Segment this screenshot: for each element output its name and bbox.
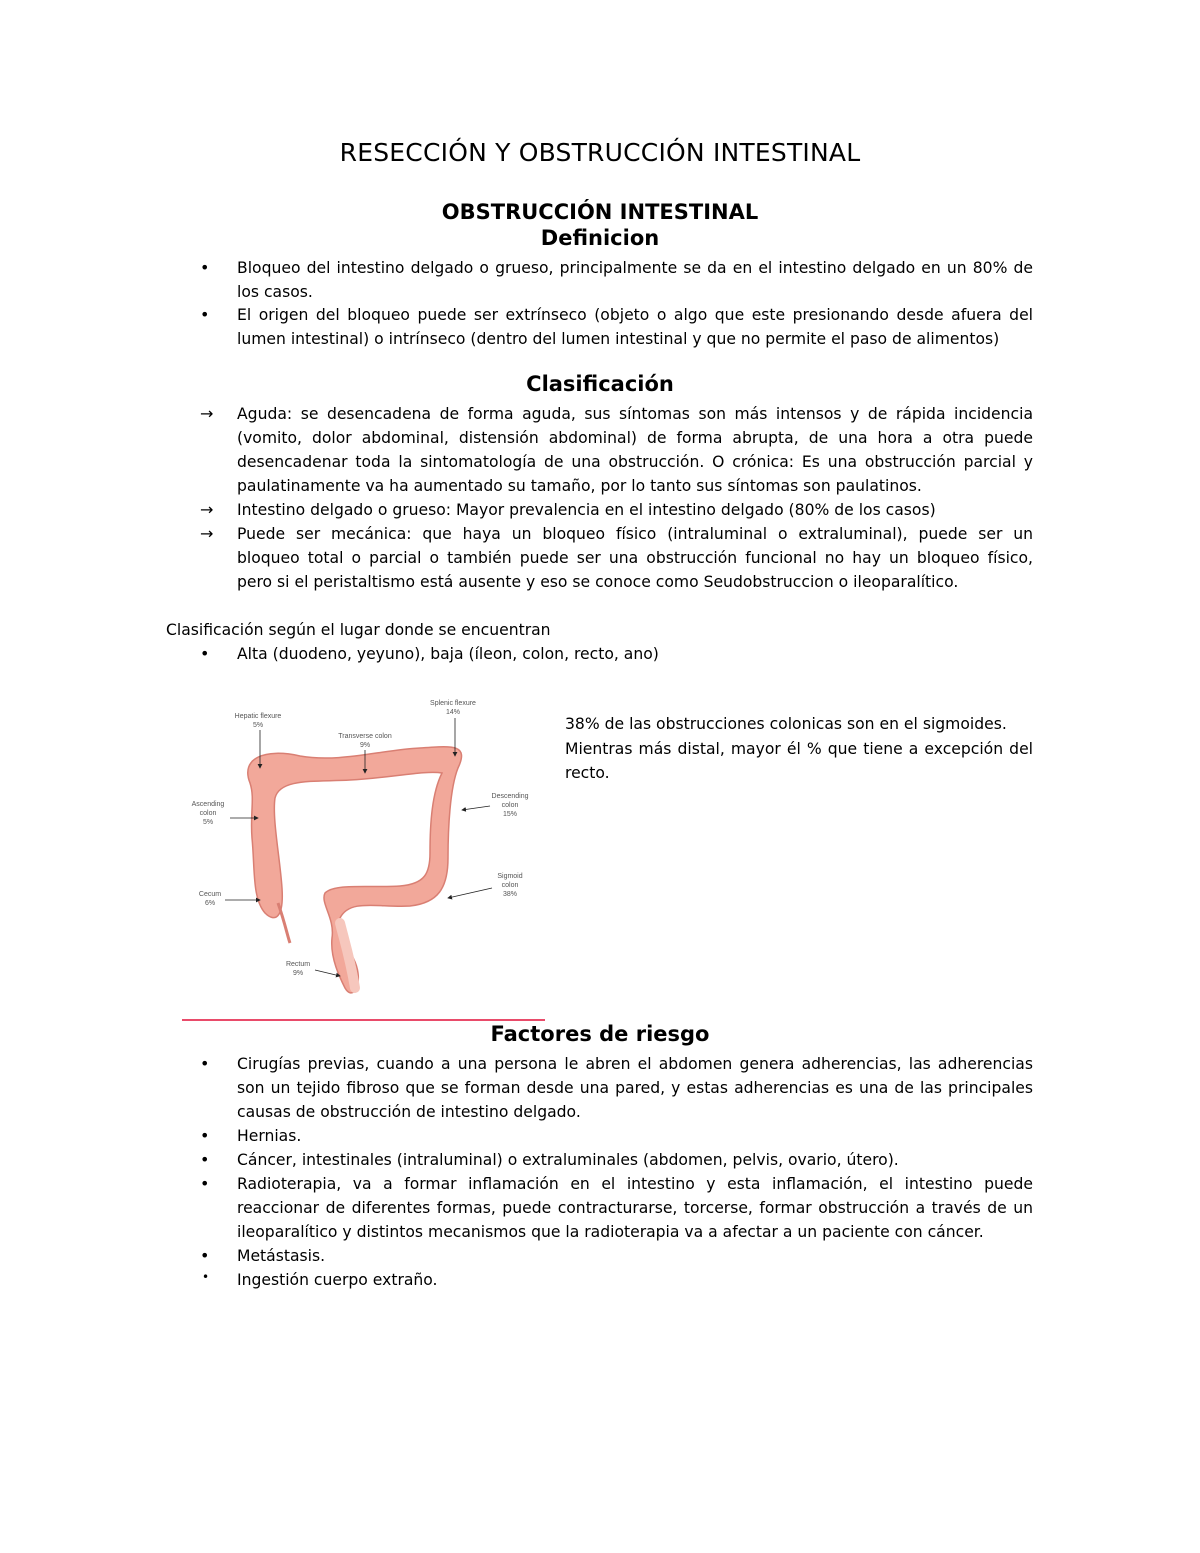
text-line: Puede ser mecánica: que haya un bloqueo físico (intraluminal o extraluminal), puede ser un [237, 525, 1033, 543]
factores-item [237, 1124, 1033, 1148]
text-line: (vomito, dolor abdominal, distensión abdominal) de forma abrupta, de una hora a otra puede [237, 429, 1033, 447]
label-splenic: Splenic flexure [430, 700, 476, 707]
bullet-marker: • [200, 305, 210, 324]
text-line: los casos. [237, 283, 313, 301]
label-descending-line2: colon [501, 802, 519, 809]
text-line: Bloqueo del intestino delgado o grueso, principalmente se da en el intestino delgado en un 80% de [237, 259, 1033, 277]
text-line: El origen del bloqueo puede ser extrínseco (objeto o algo que este presionando desde afuera del [237, 306, 1033, 324]
colon-illustration [180, 688, 545, 1023]
colon-shape [248, 747, 462, 993]
label-transverse-pct: 9% [359, 742, 371, 749]
factores-item [237, 1244, 1033, 1268]
definicion-item [237, 256, 1033, 304]
text-line: reaccionar de diferentes formas, puede contracturarse, torcerse, formar obstrucción a través de un [237, 1199, 1033, 1217]
text-line: desencadenar toda la sintomatología de una obstrucción. O crónica: Es una obstrucción parcial y [237, 453, 1033, 471]
label-rectum-pct: 9% [292, 970, 304, 977]
text-line: Cáncer, intestinales (intraluminal) o extraluminales (abdomen, pelvis, ovario, útero). [237, 1151, 899, 1169]
text-line: pero si el peristaltismo está ausente y eso se conoce como Seudobstruccion o ileoparalítico. [237, 573, 959, 591]
text-line: 38% de las obstrucciones colonicas son en el sigmoides. [565, 715, 1007, 733]
factores-item [237, 1268, 1033, 1292]
label-cecum-pct: 6% [204, 900, 216, 907]
clasificacion-item [237, 522, 1033, 594]
bullet-marker: • [200, 644, 210, 663]
text-line: son un tejido fibroso que se forman desde una pared, y estas adherencias es una de las principales [237, 1079, 1033, 1097]
text-line: Cirugías previas, cuando a una persona le abren el abdomen genera adherencias, las adherencias [237, 1055, 1033, 1073]
label-sigmoid-line2: colon [501, 882, 519, 889]
definicion-heading: Definicion [540, 226, 660, 250]
factores-item [237, 1172, 1033, 1244]
section-title: OBSTRUCCIÓN INTESTINAL [441, 200, 759, 224]
arrow-marker: → [200, 404, 214, 423]
text-line: Mientras más distal, mayor él % que tiene a excepción del [565, 739, 1033, 758]
definicion-item [237, 303, 1033, 351]
figure-labels [192, 700, 529, 977]
figure-divider [182, 1019, 545, 1021]
label-splenic-pct: 14% [445, 709, 461, 716]
text-line: causas de obstrucción de intestino delgado. [237, 1103, 581, 1121]
bullet-marker: • [200, 1246, 210, 1265]
label-rectum: Rectum [285, 961, 311, 968]
label-sigmoid: Sigmoid [497, 873, 523, 880]
factores-item [237, 1148, 1033, 1172]
text-line: lumen intestinal) o intrínseco (dentro del lumen intestinal y que no permite el paso de alimentos) [237, 330, 1000, 348]
label-sigmoid-pct: 38% [502, 891, 518, 898]
clasificacion-item [237, 402, 1033, 498]
label-ascending: Ascending [191, 801, 225, 808]
side-note [565, 712, 1033, 786]
bullet-marker: • [202, 1270, 210, 1284]
text-line: Ingestión cuerpo extraño. [237, 1271, 438, 1289]
label-ascending-line2: colon [199, 810, 217, 817]
label-cecum: Cecum [198, 891, 222, 898]
bullet-marker: • [200, 1054, 210, 1073]
factores-heading: Factores de riesgo [490, 1022, 710, 1046]
text-line: recto. [565, 764, 610, 782]
text-line: Radioterapia, va a formar inflamación en el intestino y esta inflamación, el intestino puede [237, 1175, 1033, 1193]
bullet-marker: • [200, 1150, 210, 1169]
document-title: RESECCIÓN Y OBSTRUCCIÓN INTESTINAL [339, 138, 861, 167]
label-hepatic: Hepatic flexure [234, 713, 282, 720]
text-line: bloqueo total o parcial o también puede ser una obstrucción funcional no hay un bloqueo físico, [237, 549, 1033, 567]
label-transverse: Transverse colon [338, 733, 392, 740]
text-line: Hernias. [237, 1127, 302, 1145]
lugar-item [237, 642, 1033, 666]
arrow-marker: → [200, 524, 214, 543]
label-hepatic-pct: 5% [252, 722, 264, 729]
text-line: Intestino delgado o grueso: Mayor prevalencia en el intestino delgado (80% de los casos) [237, 501, 936, 519]
label-descending-pct: 15% [502, 811, 518, 818]
arrow-marker: → [200, 500, 214, 519]
clasificacion-heading: Clasificación [526, 372, 674, 396]
bullet-marker: • [200, 258, 210, 277]
text-line: Alta (duodeno, yeyuno), baja (íleon, colon, recto, ano) [237, 645, 659, 663]
text-line: Metástasis. [237, 1247, 326, 1265]
label-ascending-pct: 5% [202, 819, 214, 826]
bullet-marker: • [200, 1126, 210, 1145]
text-line: ileoparalítico y distintos mecanismos que la radioterapia va a afectar a un paciente con cáncer. [237, 1223, 984, 1241]
factores-item [237, 1052, 1033, 1124]
text-line: Aguda: se desencadena de forma aguda, sus síntomas son más intensos y de rápida incidencia [237, 405, 1033, 423]
clasificacion-item [237, 498, 1033, 522]
label-descending: Descending [491, 793, 529, 800]
lugar-heading: Clasificación según el lugar donde se encuentran [166, 621, 551, 639]
text-line: paulatinamente va ha aumentado su tamaño, por lo tanto sus síntomas son paulatinos. [237, 477, 922, 495]
bullet-marker: • [200, 1174, 210, 1193]
